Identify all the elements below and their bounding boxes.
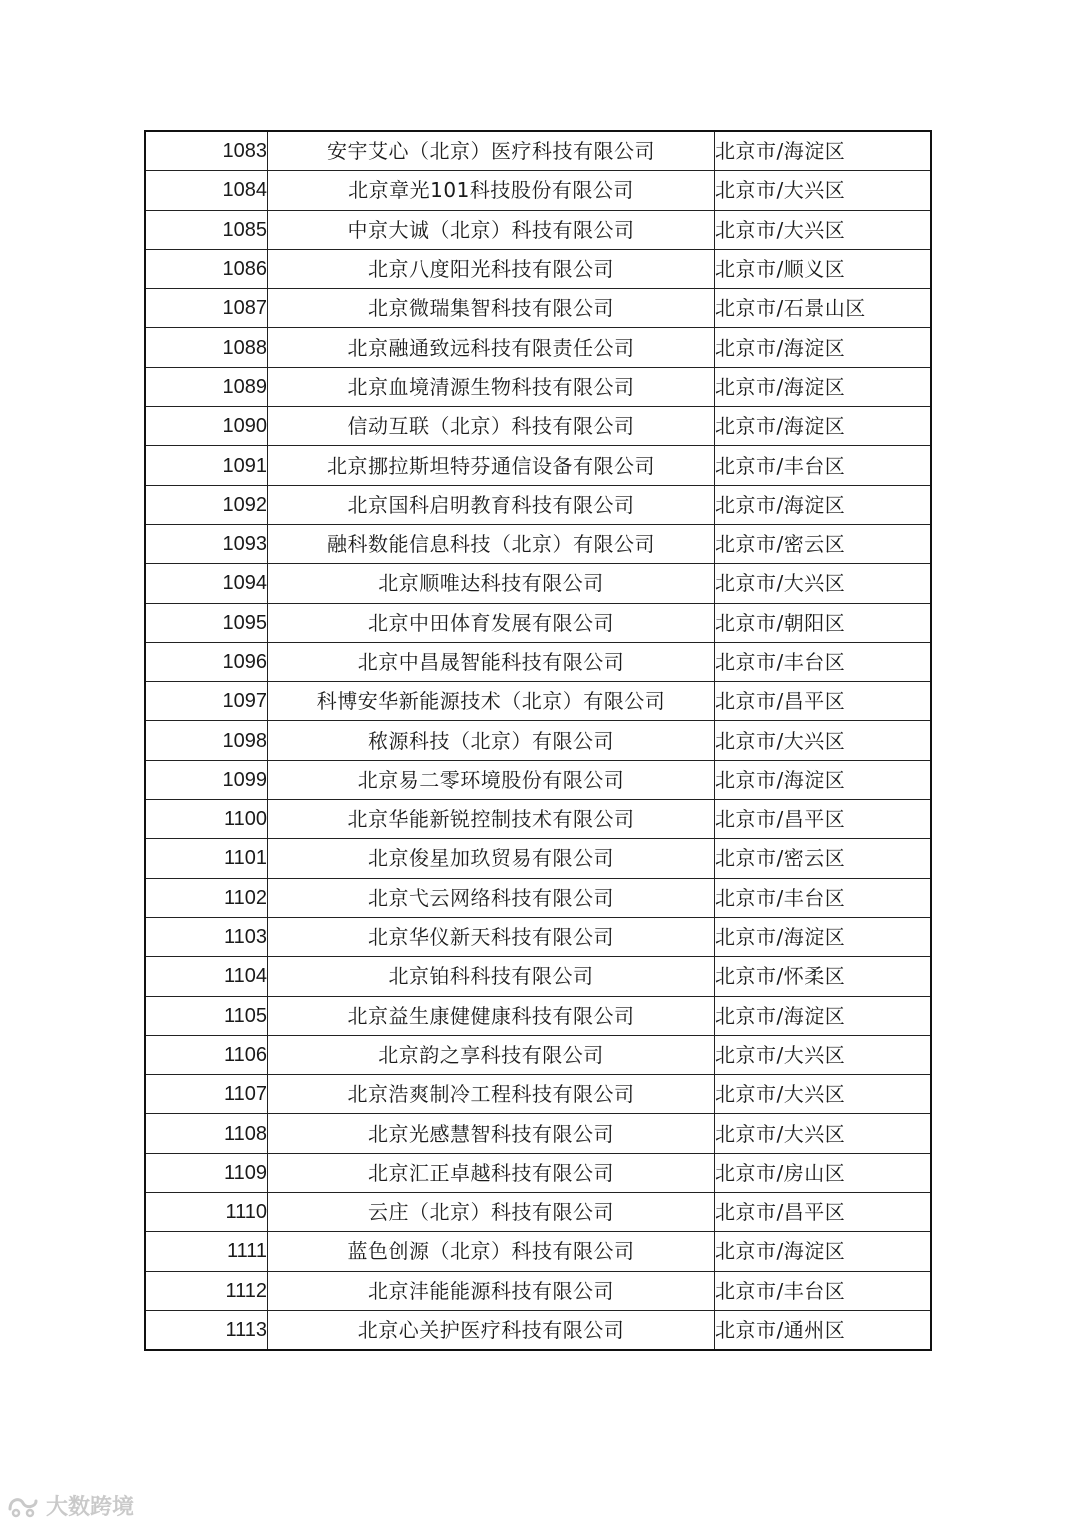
brand-logo-icon bbox=[6, 1493, 40, 1519]
table-row bbox=[145, 957, 931, 996]
company-name-cell: 北京挪拉斯坦特芬通信设备有限公司 bbox=[268, 446, 715, 485]
row-number-cell: 1102 bbox=[145, 878, 268, 917]
row-number-cell: 1108 bbox=[145, 1114, 268, 1153]
row-number-cell: 1111 bbox=[145, 1232, 268, 1271]
table-row bbox=[145, 407, 931, 446]
table-row bbox=[145, 249, 931, 288]
table-row bbox=[145, 721, 931, 760]
row-number-cell: 1084 bbox=[145, 171, 268, 210]
region-cell: 北京市/丰台区 bbox=[715, 642, 932, 681]
region-cell: 北京市/海淀区 bbox=[715, 760, 932, 799]
region-cell: 北京市/顺义区 bbox=[715, 249, 932, 288]
region-cell: 北京市/昌平区 bbox=[715, 800, 932, 839]
company-name-cell: 中京大诚（北京）科技有限公司 bbox=[268, 210, 715, 249]
region-cell: 北京市/海淀区 bbox=[715, 367, 932, 406]
table-row bbox=[145, 642, 931, 681]
company-name-cell: 北京韵之享科技有限公司 bbox=[268, 1035, 715, 1074]
company-name-cell: 北京益生康健健康科技有限公司 bbox=[268, 996, 715, 1035]
row-number-cell: 1093 bbox=[145, 524, 268, 563]
company-name-cell: 北京弋云网络科技有限公司 bbox=[268, 878, 715, 917]
table-row bbox=[145, 800, 931, 839]
table-row bbox=[145, 1193, 931, 1232]
row-number-cell: 1104 bbox=[145, 957, 268, 996]
table-row bbox=[145, 1075, 931, 1114]
region-cell: 北京市/密云区 bbox=[715, 524, 932, 563]
row-number-cell: 1103 bbox=[145, 917, 268, 956]
region-cell: 北京市/大兴区 bbox=[715, 1114, 932, 1153]
region-cell: 北京市/大兴区 bbox=[715, 171, 932, 210]
table-row bbox=[145, 1310, 931, 1350]
company-name-cell: 融科数能信息科技（北京）有限公司 bbox=[268, 524, 715, 563]
table-body bbox=[145, 131, 931, 1350]
row-number-cell: 1106 bbox=[145, 1035, 268, 1074]
region-cell: 北京市/海淀区 bbox=[715, 131, 932, 171]
table-row bbox=[145, 171, 931, 210]
row-number-cell: 1091 bbox=[145, 446, 268, 485]
table-row bbox=[145, 603, 931, 642]
company-name-cell: 信动互联（北京）科技有限公司 bbox=[268, 407, 715, 446]
row-number-cell: 1100 bbox=[145, 800, 268, 839]
region-cell: 北京市/大兴区 bbox=[715, 721, 932, 760]
table-row bbox=[145, 878, 931, 917]
region-cell: 北京市/丰台区 bbox=[715, 446, 932, 485]
region-cell: 北京市/密云区 bbox=[715, 839, 932, 878]
table-row bbox=[145, 760, 931, 799]
table-row bbox=[145, 1153, 931, 1192]
company-name-cell: 北京汇正卓越科技有限公司 bbox=[268, 1153, 715, 1192]
region-cell: 北京市/丰台区 bbox=[715, 1271, 932, 1310]
row-number-cell: 1098 bbox=[145, 721, 268, 760]
region-cell: 北京市/海淀区 bbox=[715, 407, 932, 446]
company-name-cell: 北京中田体育发展有限公司 bbox=[268, 603, 715, 642]
region-cell: 北京市/大兴区 bbox=[715, 564, 932, 603]
company-name-cell: 北京微瑞集智科技有限公司 bbox=[268, 289, 715, 328]
region-cell: 北京市/昌平区 bbox=[715, 682, 932, 721]
company-name-cell: 北京八度阳光科技有限公司 bbox=[268, 249, 715, 288]
table-row bbox=[145, 131, 931, 171]
table-row bbox=[145, 367, 931, 406]
company-name-cell: 蓝色创源（北京）科技有限公司 bbox=[268, 1232, 715, 1271]
company-name-cell: 北京华仪新天科技有限公司 bbox=[268, 917, 715, 956]
region-cell: 北京市/海淀区 bbox=[715, 328, 932, 367]
row-number-cell: 1085 bbox=[145, 210, 268, 249]
company-name-cell: 北京俊星加玖贸易有限公司 bbox=[268, 839, 715, 878]
region-cell: 北京市/海淀区 bbox=[715, 1232, 932, 1271]
company-name-cell: 秾源科技（北京）有限公司 bbox=[268, 721, 715, 760]
company-name-cell: 北京沣能能源科技有限公司 bbox=[268, 1271, 715, 1310]
row-number-cell: 1083 bbox=[145, 131, 268, 171]
table-row bbox=[145, 917, 931, 956]
row-number-cell: 1094 bbox=[145, 564, 268, 603]
company-name-cell: 北京心关护医疗科技有限公司 bbox=[268, 1310, 715, 1350]
table-row bbox=[145, 1114, 931, 1153]
table-row bbox=[145, 485, 931, 524]
table-row bbox=[145, 1271, 931, 1310]
region-cell: 北京市/大兴区 bbox=[715, 1075, 932, 1114]
table-row bbox=[145, 328, 931, 367]
company-name-cell: 北京章光101科技股份有限公司 bbox=[268, 171, 715, 210]
region-cell: 北京市/石景山区 bbox=[715, 289, 932, 328]
company-name-cell: 北京光感慧智科技有限公司 bbox=[268, 1114, 715, 1153]
company-name-cell: 北京浩爽制冷工程科技有限公司 bbox=[268, 1075, 715, 1114]
row-number-cell: 1092 bbox=[145, 485, 268, 524]
row-number-cell: 1107 bbox=[145, 1075, 268, 1114]
row-number-cell: 1099 bbox=[145, 760, 268, 799]
table-row bbox=[145, 839, 931, 878]
table-row bbox=[145, 1035, 931, 1074]
company-name-cell: 北京铂科科技有限公司 bbox=[268, 957, 715, 996]
company-name-cell: 北京华能新锐控制技术有限公司 bbox=[268, 800, 715, 839]
row-number-cell: 1105 bbox=[145, 996, 268, 1035]
region-cell: 北京市/怀柔区 bbox=[715, 957, 932, 996]
table-row bbox=[145, 210, 931, 249]
region-cell: 北京市/大兴区 bbox=[715, 1035, 932, 1074]
row-number-cell: 1088 bbox=[145, 328, 268, 367]
table-row bbox=[145, 1232, 931, 1271]
row-number-cell: 1097 bbox=[145, 682, 268, 721]
row-number-cell: 1089 bbox=[145, 367, 268, 406]
table-row bbox=[145, 564, 931, 603]
region-cell: 北京市/通州区 bbox=[715, 1310, 932, 1350]
region-cell: 北京市/大兴区 bbox=[715, 210, 932, 249]
row-number-cell: 1096 bbox=[145, 642, 268, 681]
watermark-text: 大数跨境 bbox=[46, 1495, 135, 1520]
company-name-cell: 北京融通致远科技有限责任公司 bbox=[268, 328, 715, 367]
company-name-cell: 北京国科启明教育科技有限公司 bbox=[268, 485, 715, 524]
row-number-cell: 1112 bbox=[145, 1271, 268, 1310]
table-row bbox=[145, 682, 931, 721]
table-row bbox=[145, 996, 931, 1035]
row-number-cell: 1087 bbox=[145, 289, 268, 328]
watermark bbox=[6, 1490, 134, 1521]
region-cell: 北京市/朝阳区 bbox=[715, 603, 932, 642]
row-number-cell: 1101 bbox=[145, 839, 268, 878]
table-row bbox=[145, 446, 931, 485]
row-number-cell: 1086 bbox=[145, 249, 268, 288]
company-name-cell: 北京血境清源生物科技有限公司 bbox=[268, 367, 715, 406]
company-name-cell: 北京易二零环境股份有限公司 bbox=[268, 760, 715, 799]
table-row bbox=[145, 524, 931, 563]
region-cell: 北京市/海淀区 bbox=[715, 485, 932, 524]
company-name-cell: 北京中昌晟智能科技有限公司 bbox=[268, 642, 715, 681]
row-number-cell: 1110 bbox=[145, 1193, 268, 1232]
company-name-cell: 安宇艾心（北京）医疗科技有限公司 bbox=[268, 131, 715, 171]
company-name-cell: 云庄（北京）科技有限公司 bbox=[268, 1193, 715, 1232]
region-cell: 北京市/海淀区 bbox=[715, 996, 932, 1035]
region-cell: 北京市/丰台区 bbox=[715, 878, 932, 917]
region-cell: 北京市/海淀区 bbox=[715, 917, 932, 956]
table-row bbox=[145, 289, 931, 328]
region-cell: 北京市/昌平区 bbox=[715, 1193, 932, 1232]
row-number-cell: 1090 bbox=[145, 407, 268, 446]
region-cell: 北京市/房山区 bbox=[715, 1153, 932, 1192]
row-number-cell: 1109 bbox=[145, 1153, 268, 1192]
row-number-cell: 1113 bbox=[145, 1310, 268, 1350]
row-number-cell: 1095 bbox=[145, 603, 268, 642]
company-list-table bbox=[144, 130, 932, 1351]
company-name-cell: 北京顺唯达科技有限公司 bbox=[268, 564, 715, 603]
company-name-cell: 科博安华新能源技术（北京）有限公司 bbox=[268, 682, 715, 721]
